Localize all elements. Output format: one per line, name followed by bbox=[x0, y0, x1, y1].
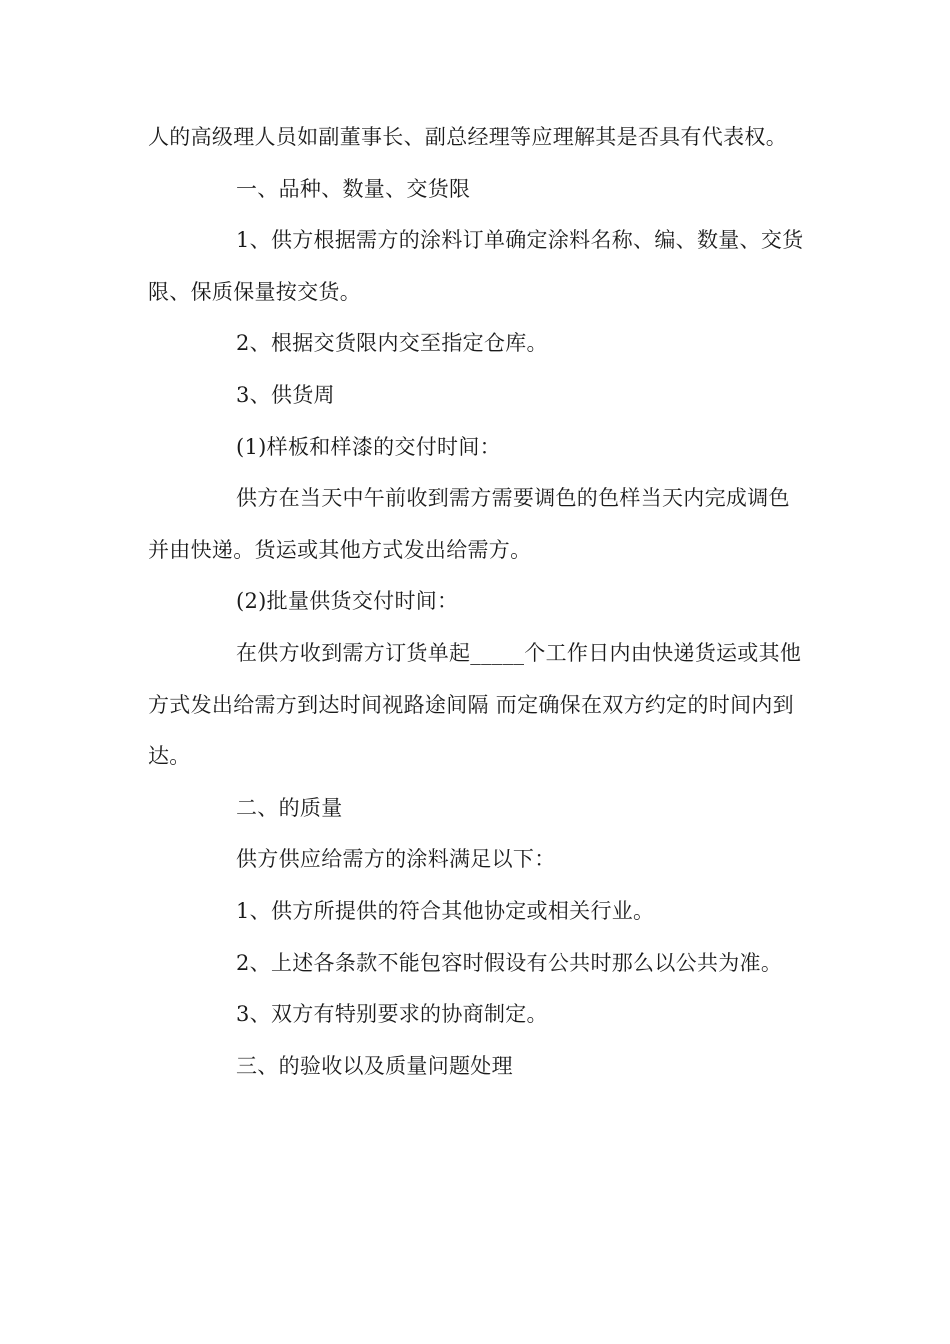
section-heading-variety-quantity: 一、品种、数量、交货限 bbox=[236, 176, 471, 201]
paragraph-representative-authority: 人的高级理人员如副董事长、副总经理等应理解其是否具有代表权。 bbox=[148, 125, 787, 149]
paragraph-batch-delivery-body: 在供方收到需方订货单起_____个工作日内由快递货运或其他方式发出给需方到达时间视路途间隔 而定确保在双方约定的时间内到达。 bbox=[148, 640, 802, 769]
paragraph-quality-item-3: 3、双方有特别要求的协商制定。 bbox=[236, 1002, 548, 1027]
paragraph-quality-intro: 供方供应给需方的涂料满足以下： bbox=[236, 847, 556, 872]
paragraph-sample-delivery-title: (1)样板和样漆的交付时间： bbox=[236, 434, 501, 459]
paragraph-quality-item-1: 1、供方所提供的符合其他协定或相关行业。 bbox=[236, 898, 655, 923]
paragraph-item-3-supply-cycle: 3、供货周 bbox=[236, 382, 335, 407]
paragraph-quality-item-2: 2、上述各条款不能包容时假设有公共时那么以公共为准。 bbox=[236, 950, 783, 975]
paragraph-batch-delivery-title: (2)批量供货交付时间： bbox=[236, 589, 459, 614]
section-heading-acceptance: 三、的验收以及质量问题处理 bbox=[236, 1053, 513, 1078]
document-body bbox=[148, 112, 808, 1092]
paragraph-item-2-warehouse: 2、根据交货限内交至指定仓库。 bbox=[236, 331, 548, 356]
section-heading-quality: 二、的质量 bbox=[236, 795, 343, 820]
paragraph-sample-delivery-body: 供方在当天中午前收到需方需要调色的色样当天内完成调色并由快递。货运或其他方式发出给需方。 bbox=[148, 486, 790, 562]
paragraph-item-1-order: 1、供方根据需方的涂料订单确定涂料名称、编、数量、交货限、保质保量按交货。 bbox=[148, 228, 804, 304]
